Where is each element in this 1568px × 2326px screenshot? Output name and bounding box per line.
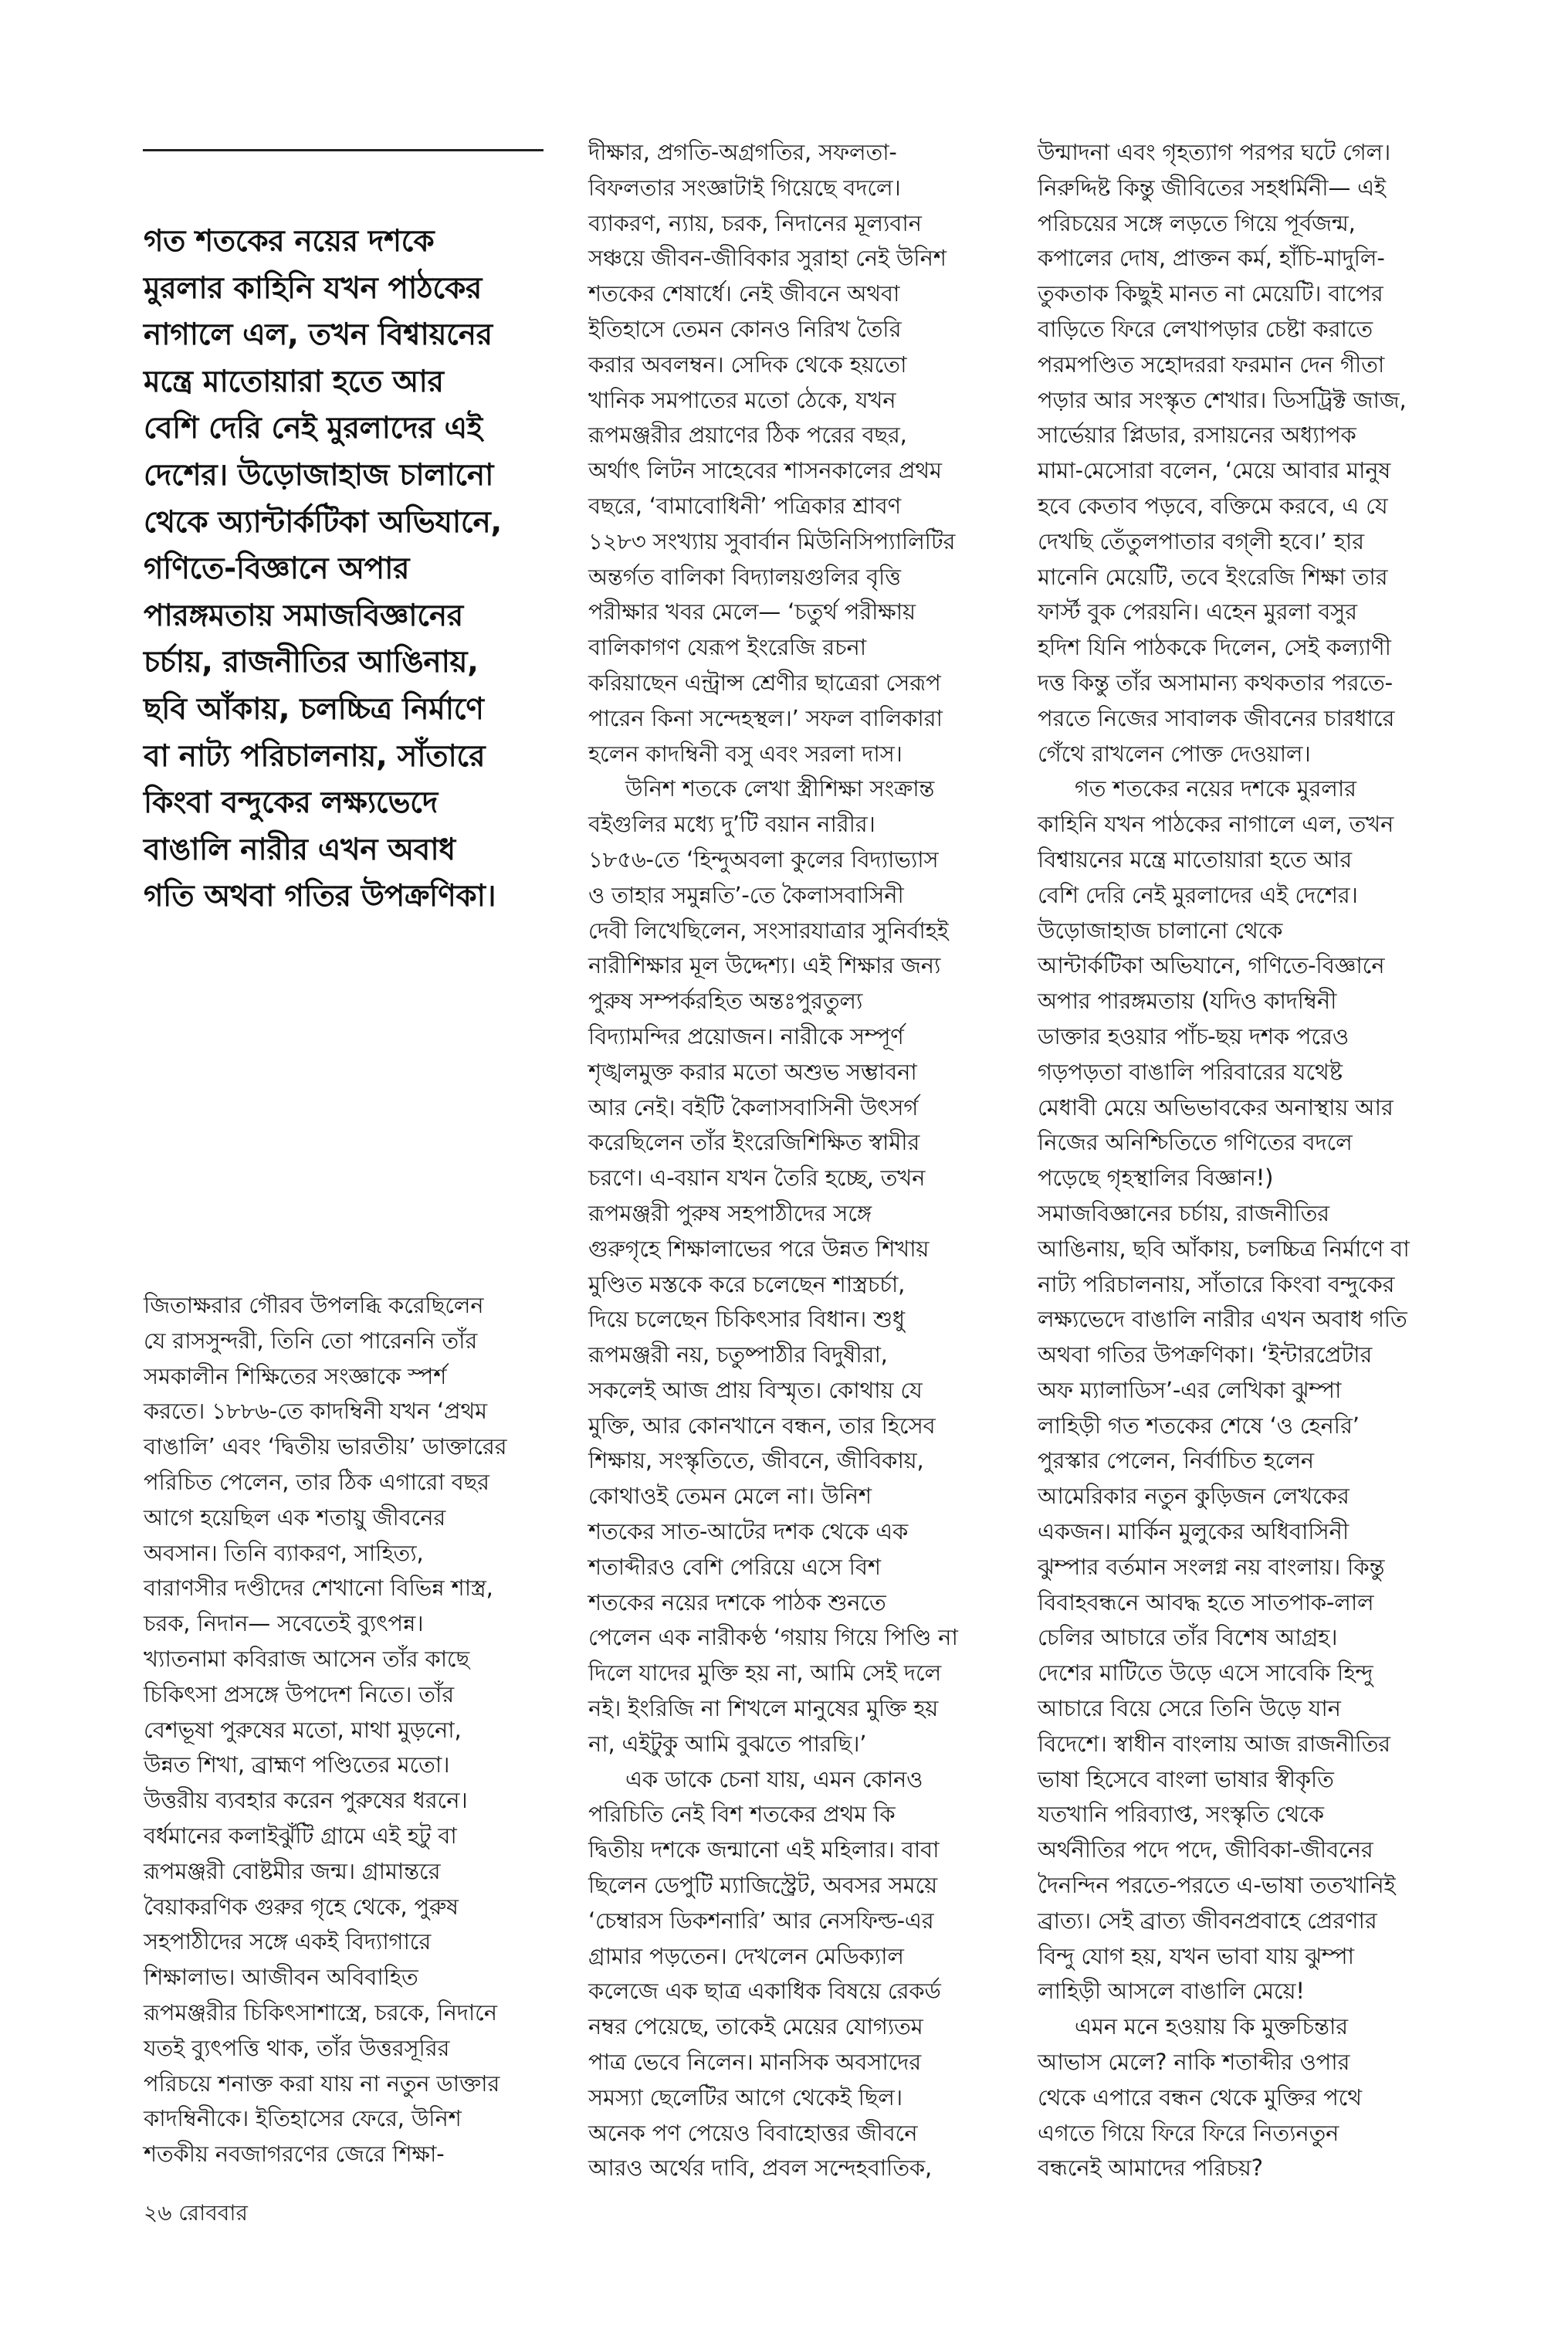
text-line: মুণ্ডিত মস্তকে করে চলেছেন শাস্ত্রচর্চা, — [588, 1270, 906, 1297]
text-line: করিয়াছেন এন্ট্রান্স শ্রেণীর ছাত্রেরা সেরূপ — [588, 669, 941, 696]
text-line: শতাব্দীরও বেশি পেরিয়ে এসে বিশ — [588, 1553, 881, 1580]
text-line: শতকীয় নবজাগরণের জেরে শিক্ষা- — [144, 2141, 445, 2168]
text-line: করতে। ১৮৮৬-তে কাদম্বিনী যখন ‘প্রথম — [144, 1398, 487, 1425]
text-line: পুরুষ সম্পর্করহিত অন্তঃপুরতুল্য — [588, 988, 863, 1015]
text-line: গ্রামার পড়তেন। দেখলেন মেডিক্যাল — [588, 1942, 904, 1969]
text-line: রূপমঞ্জরী পুরুষ সহপাঠীদের সঙ্গে — [588, 1199, 872, 1226]
text-line: ১২৮৩ সংখ্যায় সুবার্বান মিউনিসিপ্যালিটির — [588, 527, 956, 554]
text-line: রূপমঞ্জরীর চিকিৎসাশাস্ত্রে, চরকে, নিদানে — [144, 1999, 497, 2026]
text-line: পরীক্ষার খবর মেলে— ‘চতুর্থ পরীক্ষায় — [588, 598, 916, 626]
text-line: যতই ব্যুৎপত্তি থাক, তাঁর উত্তরসূরির — [144, 2034, 450, 2061]
text-line: অনেক পণ পেয়েও বিবাহোত্তর জীবনে — [588, 2119, 918, 2146]
text-line: পেলেন এক নারীকণ্ঠ ‘গয়ায় গিয়ে পিণ্ডি না — [588, 1624, 958, 1651]
text-line: নিরুদ্দিষ্ট কিন্তু জীবিতের সহধর্মিনী— এই — [1038, 174, 1386, 201]
text-line: বারাণসীর দণ্ডীদের শেখানো বিভিন্ন শাস্ত্র, — [144, 1575, 493, 1602]
text-line: আভাস মেলে? নাকি শতাব্দীর ওপার — [1038, 2049, 1350, 2076]
text-line: বালিকাগণ যেরূপ ইংরেজি রচনা — [588, 634, 866, 661]
text-line: অন্তর্গত বালিকা বিদ্যালয়গুলির বৃত্তি — [588, 563, 901, 590]
text-line: সমস্যা ছেলেটির আগে থেকেই ছিল। — [588, 2084, 903, 2111]
text-line: সার্ভেয়ার প্লিডার, রসায়নের অধ্যাপক — [1038, 422, 1356, 449]
text-line: আরও অর্থের দাবি, প্রবল সন্দেহবাতিক, — [588, 2155, 933, 2182]
text-line: একজন। মার্কিন মুলুকের অধিবাসিনী — [1038, 1518, 1349, 1545]
text-line: বর্ধমানের কলাইঝুঁটি গ্রামে এই হটু বা — [144, 1822, 457, 1849]
text-line: অবসান। তিনি ব্যাকরণ, সাহিত্য, — [144, 1539, 424, 1566]
text-line: ছিলেন ডেপুটি ম্যাজিস্ট্রেট, অবসর সময়ে — [588, 1872, 937, 1899]
text-line: আমেরিকার নতুন কুড়িজন লেখকের — [1038, 1483, 1350, 1510]
pull-quote-line: কিংবা বন্দুকের লক্ষ্যভেদে — [144, 785, 438, 821]
text-line: বাড়িতে ফিরে লেখাপড়ার চেষ্টা করাতে — [1038, 315, 1373, 342]
pull-quote-line: মন্ত্রে মাতোয়ারা হতে আর — [144, 364, 444, 399]
pull-quote-line: দেশের। উড়োজাহাজ চালানো — [144, 457, 494, 493]
text-line: মানেনি মেয়েটি, তবে ইংরেজি শিক্ষা তার — [1038, 563, 1388, 590]
text-line: উনিশ শতকে লেখা স্ত্রীশিক্ষা সংক্রান্ত — [625, 775, 935, 802]
text-line: অফ ম্যালাডিস’-এর লেখিকা ঝুম্পা — [1038, 1376, 1342, 1403]
text-line: বাঙালি’ এবং ‘দ্বিতীয় ভারতীয়’ ডাক্তারের — [144, 1433, 507, 1460]
text-line: ডাক্তার হওয়ার পাঁচ-ছয় দশক পরেও — [1038, 1022, 1349, 1049]
text-line: সঞ্চয়ে জীবন-জীবিকার সুরাহা নেই উনিশ — [588, 245, 947, 272]
text-line: বিফলতার সংজ্ঞাটাই গিয়েছে বদলে। — [588, 174, 901, 201]
pull-quote-line: চর্চায়, রাজনীতির আঙিনায়, — [144, 645, 479, 680]
text-line: পড়ার আর সংস্কৃত শেখার। ডিসট্রিক্ট জাজ, — [1038, 386, 1407, 413]
pull-quote-line: গণিতে-বিজ্ঞানে অপার — [144, 551, 410, 587]
text-line: দৈনন্দিন পরতে-পরতে এ-ভাষা ততখানিই — [1038, 1872, 1396, 1899]
text-line: চেলির আচারে তাঁর বিশেষ আগ্রহ। — [1038, 1624, 1338, 1651]
text-line: ১৮৫৬-তে ‘হিন্দুঅবলা কুলের বিদ্যাভ্যাস — [588, 846, 939, 873]
text-line: কলেজে এক ছাত্র একাধিক বিষয়ে রেকর্ড — [588, 1978, 941, 2005]
text-line: মুক্তি, আর কোনখানে বন্ধন, তার হিসেব — [588, 1412, 936, 1439]
text-line: করার অবলম্বন। সেদিক থেকে হয়তো — [588, 351, 907, 378]
text-line: উন্মাদনা এবং গৃহত্যাগ পরপর ঘটে গেল। — [1038, 139, 1391, 165]
text-line: এগতে গিয়ে ফিরে ফিরে নিত্যনতুন — [1038, 2119, 1339, 2146]
text-line: দেখছি তেঁতুলপাতার বগ্‌লী হবে।’ হার — [1038, 527, 1364, 554]
text-line: ব্রাত্য। সেই ব্রাত্য জীবনপ্রবাহে প্রেরণার — [1038, 1907, 1377, 1934]
article-column-left — [144, 1288, 560, 2172]
text-line: পুরস্কার পেলেন, নির্বাচিত হলেন — [1038, 1447, 1314, 1474]
text-line: না, এইটুকু আমি বুঝতে পারছি।’ — [588, 1730, 867, 1757]
text-line: দ্বিতীয় দশকে জন্মানো এই মহিলার। বাবা — [588, 1836, 940, 1863]
text-line: নাট্য পরিচালনায়, সাঁতারে কিংবা বন্দুকের — [1038, 1270, 1395, 1297]
text-line: দীক্ষার, প্রগতি-অগ্রগতির, সফলতা- — [588, 139, 897, 165]
text-line: উন্নত শিখা, ব্রাহ্মণ পণ্ডিতের মতো। — [144, 1751, 450, 1778]
pull-quote-line: নাগালে এল, তখন বিশ্বায়নের — [144, 317, 493, 353]
text-line: মামা-মেসোরা বলেন, ‘মেয়ে আবার মানুষ — [1038, 457, 1391, 484]
text-line: শতকের শেষার্ধে। নেই জীবনে অথবা — [588, 280, 900, 307]
text-line: দিলে যাদের মুক্তি হয় না, আমি সেই দলে — [588, 1660, 942, 1687]
text-line: পরিচিতি নেই বিশ শতকের প্রথম কি — [588, 1801, 896, 1828]
text-line: আর নেই। বইটি কৈলাসবাসিনী উৎসর্গ — [588, 1093, 919, 1121]
text-line: ও তাহার সমুন্নতি’-তে কৈলাসবাসিনী — [588, 881, 904, 908]
pull-quote-top-rule — [143, 149, 544, 151]
text-line: উড়োজাহাজ চালানো থেকে — [1038, 917, 1283, 944]
text-line: মেধাবী মেয়ে অভিভাবকের অনাস্থায় আর — [1038, 1093, 1394, 1121]
text-line: শৃঙ্খলমুক্ত করার মতো অশুভ সম্ভাবনা — [588, 1058, 917, 1085]
text-line: চরণে। এ-বয়ান যখন তৈরি হচ্ছে, তখন — [588, 1165, 926, 1192]
text-line: ‘চেম্বারস ডিকশনারি’ আর নেসফিল্ড-এর — [588, 1907, 934, 1934]
text-line: থেকে এপারে বন্ধন থেকে মুক্তির পথে — [1038, 2084, 1362, 2111]
text-line: রূপমঞ্জরী নয়, চতুষ্পাঠীর বিদুষীরা, — [588, 1341, 888, 1368]
text-line: পরিচিত পেলেন, তার ঠিক এগারো বছর — [144, 1468, 489, 1495]
pull-quote — [144, 219, 576, 921]
text-line: চরক, নিদান— সবেতেই ব্যুৎপন্ন। — [144, 1610, 424, 1637]
text-line: এক ডাকে চেনা যায়, এমন কোনও — [625, 1765, 923, 1792]
text-line: কাহিনি যখন পাঠকের নাগালে এল, তখন — [1038, 811, 1394, 838]
text-line: নিজের অনিশ্চিতিতে গণিতের বদলে — [1038, 1129, 1353, 1156]
text-line: অপার পারঙ্গমতায় (যদিও কাদম্বিনী — [1038, 988, 1337, 1015]
pull-quote-line: মুরলার কাহিনি যখন পাঠকের — [144, 270, 482, 306]
text-line: বৈয়াকরণিক গুরুর গৃহে থেকে, পুরুষ — [144, 1893, 459, 1920]
text-line: যে রাসসুন্দরী, তিনি তো পারেননি তাঁর — [144, 1327, 478, 1354]
text-line: আঙিনায়, ছবি আঁকায়, চলচ্চিত্র নির্মাণে বা — [1038, 1235, 1410, 1262]
text-line: গত শতকের নয়ের দশকে মুরলার — [1075, 775, 1356, 802]
text-line: বিদেশে। স্বাধীন বাংলায় আজ রাজনীতির — [1038, 1730, 1390, 1757]
text-line: লাহিড়ী আসলে বাঙালি মেয়ে! — [1038, 1978, 1305, 2005]
text-line: বিন্দু যোগ হয়, যখন ভাবা যায় ঝুম্পা — [1038, 1942, 1354, 1969]
text-line: বেশি দেরি নেই মুরলাদের এই দেশের। — [1038, 881, 1358, 908]
text-line: হলেন কাদম্বিনী বসু এবং সরলা দাস। — [588, 740, 903, 767]
text-line: কাদম্বিনীকে। ইতিহাসের ফেরে, উনিশ — [144, 2105, 462, 2132]
text-line: শতকের নয়ের দশকে পাঠক শুনতে — [588, 1589, 886, 1616]
page-folio: ২৬ রোববার — [144, 2200, 248, 2226]
text-line: ঝুম্পার বর্তমান সংলগ্ন নয় বাংলায়। কিন্তু — [1038, 1553, 1385, 1580]
text-line: অথবা গতির উপক্রণিকা। ‘ইন্টারপ্রেটার — [1038, 1341, 1373, 1368]
text-line: কপালের দোষ, প্রাক্তন কর্ম, হাঁচি-মাদুলি- — [1038, 245, 1385, 272]
article-column-right — [1038, 135, 1485, 2186]
text-line: করেছিলেন তাঁর ইংরেজিশিক্ষিত স্বামীর — [588, 1129, 920, 1156]
text-line: অর্থনীতির পদে পদে, জীবিকা-জীবনের — [1038, 1836, 1373, 1863]
pull-quote-line: বা নাট্য পরিচালনায়, সাঁতারে — [144, 738, 486, 774]
text-line: হবে কেতাব পড়বে, বক্তিমে করবে, এ যে — [1038, 492, 1388, 519]
text-line: শিক্ষালাভ। আজীবন অবিবাহিত — [144, 1964, 418, 1991]
text-line: বেশভূষা পুরুষের মতো, মাথা মুড়নো, — [144, 1716, 462, 1743]
text-line: লাহিড়ী গত শতকের শেষে ‘ও হেনরি’ — [1038, 1412, 1360, 1439]
text-line: দত্ত কিন্তু তাঁর অসামান্য কথকতার পরতে- — [1038, 669, 1393, 696]
text-line: যতখানি পরিব্যাপ্ত, সংস্কৃতি থেকে — [1038, 1801, 1324, 1828]
text-line: গুরুগৃহে শিক্ষালাভের পরে উন্নত শিখায় — [588, 1235, 930, 1262]
text-line: আন্টার্কটিকা অভিযানে, গণিতে-বিজ্ঞানে — [1038, 952, 1385, 979]
text-line: গড়পড়তা বাঙালি পরিবারের যথেষ্ট — [1038, 1058, 1343, 1085]
text-line: পড়েছে গৃহস্থালির বিজ্ঞান!) — [1038, 1165, 1274, 1192]
text-line: সকলেই আজ প্রায় বিস্মৃত। কোথায় যে — [588, 1376, 923, 1403]
text-line: বন্ধনেই আমাদের পরিচয়? — [1038, 2155, 1263, 2182]
text-line: গেঁথে রাখলেন পোক্ত দেওয়াল। — [1038, 740, 1311, 767]
text-line: রূপমঞ্জরীর প্রয়াণের ঠিক পরের বছর, — [588, 422, 907, 449]
text-line: ইতিহাসে তেমন কোনও নিরিখ তৈরি — [588, 315, 902, 342]
pull-quote-line: বাঙালি নারীর এখন অবাধ — [144, 832, 455, 867]
text-line: পাত্র ভেবে নিলেন। মানসিক অবসাদের — [588, 2049, 922, 2076]
pull-quote-line: বেশি দেরি নেই মুরলাদের এই — [144, 411, 483, 446]
text-line: ফার্স্ট বুক পেরয়নি। এহেন মুরলা বসুর — [1038, 598, 1357, 626]
text-line: খানিক সমপাতের মতো ঠেকে, যখন — [588, 386, 896, 413]
text-line: দেশের মাটিতে উড়ে এসে সাবেকি হিন্দু — [1038, 1660, 1373, 1687]
text-line: পরিচয়ের সঙ্গে লড়তে গিয়ে পূর্বজন্ম, — [1038, 209, 1356, 236]
text-line: শিক্ষায়, সংস্কৃতিতে, জীবনে, জীবিকায়, — [588, 1447, 924, 1474]
text-line: নম্বর পেয়েছে, তাকেই মেয়ের যোগ্যতম — [588, 2013, 923, 2040]
text-line: সহপাঠীদের সঙ্গে একই বিদ্যাগারে — [144, 1928, 432, 1955]
text-line: তুকতাক কিছুই মানত না মেয়েটি। বাপের — [1038, 280, 1383, 307]
text-line: পরতে নিজের সাবালক জীবনের চারধারে — [1038, 704, 1395, 731]
text-line: পরিচয়ে শনাক্ত করা যায় না নতুন ডাক্তার — [144, 2070, 500, 2097]
text-line: আগে হয়েছিল এক শতায়ু জীবনের — [144, 1504, 446, 1531]
text-line: কোথাওই তেমন মেলে না। উনিশ — [588, 1483, 872, 1510]
pull-quote-line: ছবি আঁকায়, চলচ্চিত্র নির্মাণে — [144, 691, 484, 727]
text-line: বইগুলির মধ্যে দু’টি বয়ান নারীর। — [588, 811, 875, 838]
text-line: সমাজবিজ্ঞানের চর্চায়, রাজনীতির — [1038, 1199, 1329, 1226]
pull-quote-line: গত শতকের নয়ের দশকে — [144, 224, 435, 259]
text-line: নই। ইংরিজি না শিখলে মানুষের মুক্তি হয় — [588, 1695, 939, 1722]
text-line: বিবাহবন্ধনে আবদ্ধ হতে সাতপাক-লাল — [1038, 1589, 1374, 1616]
text-line: ভাষা হিসেবে বাংলা ভাষার স্বীকৃতি — [1038, 1765, 1334, 1792]
text-line: সমকালীন শিক্ষিতের সংজ্ঞাকে স্পর্শ — [144, 1362, 447, 1389]
text-line: লক্ষ্যভেদে বাঙালি নারীর এখন অবাধ গতি — [1038, 1306, 1407, 1333]
text-line: আচারে বিয়ে সেরে তিনি উড়ে যান — [1038, 1695, 1341, 1722]
text-line: রূপমঞ্জরী বোষ্টমীর জন্ম। গ্রামান্তরে — [144, 1857, 441, 1884]
text-line: ব্যাকরণ, ন্যায়, চরক, নিদানের মূল্যবান — [588, 209, 922, 236]
text-line: চিকিৎসা প্রসঙ্গে উপদেশ নিতে। তাঁর — [144, 1680, 454, 1707]
text-line: পারেন কিনা সন্দেহস্থল।’ সফল বালিকারা — [588, 704, 943, 731]
article-column-middle — [588, 135, 1021, 2186]
text-line: শতকের সাত-আটের দশক থেকে এক — [588, 1518, 909, 1545]
pull-quote-line: পারঙ্গমতায় সমাজবিজ্ঞানের — [144, 598, 463, 633]
text-line: দেবী লিখেছিলেন, সংসারযাত্রার সুনির্বাহই — [588, 917, 949, 944]
text-line: খ্যাতনামা কবিরাজ আসেন তাঁর কাছে — [144, 1645, 469, 1672]
text-line: হদিশ যিনি পাঠককে দিলেন, সেই কল্যাণী — [1038, 634, 1391, 661]
pull-quote-line: গতি অথবা গতির উপক্রণিকা। — [144, 879, 496, 914]
text-line: নারীশিক্ষার মূল উদ্দেশ্য। এই শিক্ষার জন্য — [588, 952, 941, 979]
text-line: বছরে, ‘বামাবোধিনী’ পত্রিকার শ্রাবণ — [588, 492, 901, 519]
text-line: বিদ্যামন্দির প্রয়োজন। নারীকে সম্পূর্ণ — [588, 1022, 904, 1049]
text-line: এমন মনে হওয়ায় কি মুক্তচিন্তার — [1075, 2013, 1348, 2040]
text-line: উত্তরীয় ব্যবহার করেন পুরুষের ধরনে। — [144, 1787, 468, 1814]
text-line: জিতাক্ষরার গৌরব উপলব্ধি করেছিলেন — [144, 1292, 484, 1318]
text-line: দিয়ে চলেছেন চিকিৎসার বিধান। শুধু — [588, 1306, 905, 1333]
text-line: বিশ্বায়নের মন্ত্রে মাতোয়ারা হতে আর — [1038, 846, 1352, 873]
text-line: অর্থাৎ লিটন সাহেবের শাসনকালের প্রথম — [588, 457, 942, 484]
text-line: পরমপণ্ডিত সহোদররা ফরমান দেন গীতা — [1038, 351, 1385, 378]
pull-quote-line: থেকে অ্যান্টার্কটিকা অভিযানে, — [144, 504, 502, 540]
